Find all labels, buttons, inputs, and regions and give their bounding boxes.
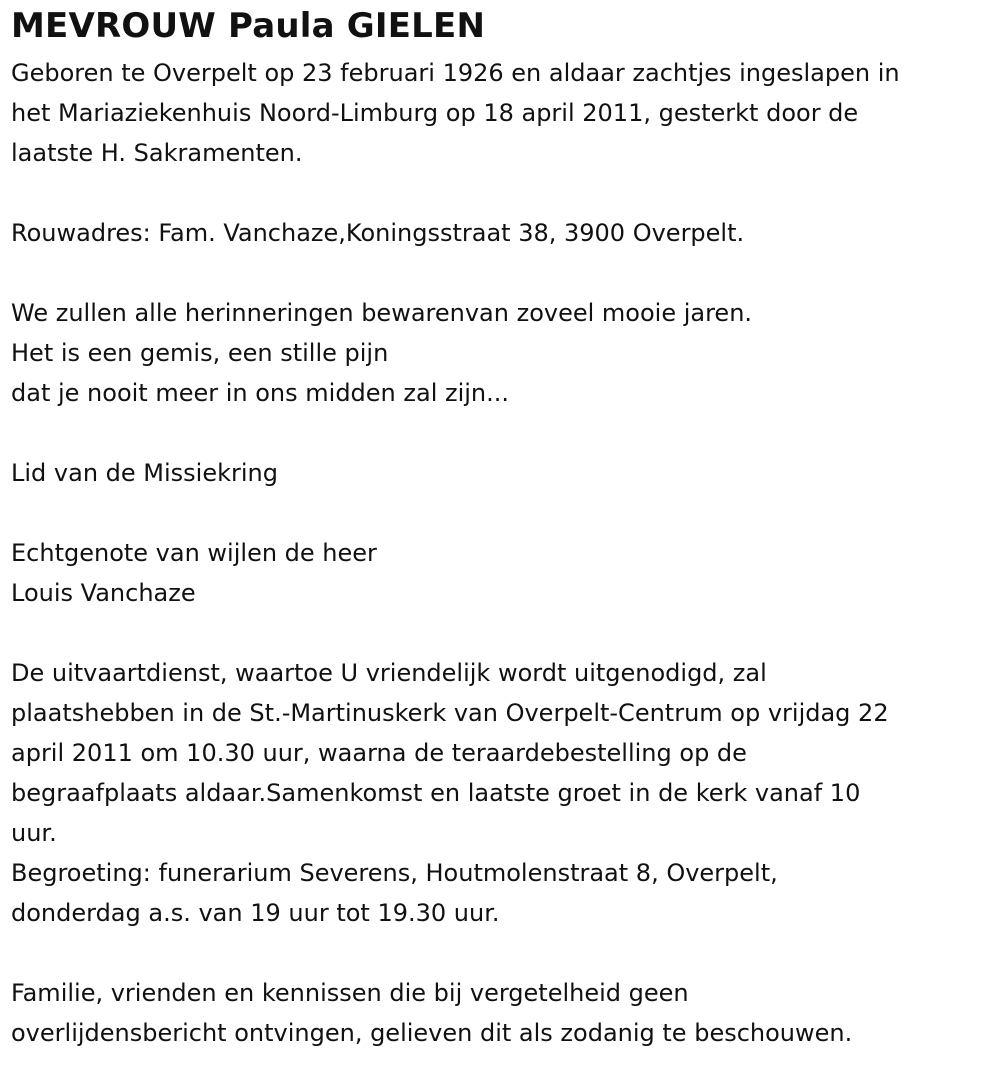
spouse-line-2: Louis Vanchaze	[11, 579, 196, 607]
deceased-name-title: MEVROUW Paula GIELEN	[11, 6, 486, 46]
closing-note-line-1: Familie, vrienden en kennissen die bij vergetelheid geen	[11, 979, 689, 1007]
funeral-service-line-5: uur.	[11, 819, 57, 847]
visitation-line-2: donderdag a.s. van 19 uur tot 19.30 uur.	[11, 899, 500, 927]
birth-death-line-1: Geboren te Overpelt op 23 februari 1926 en aldaar zachtjes ingeslapen in	[11, 59, 900, 87]
funeral-service-line-4: begraafplaats aldaar.Samenkomst en laatste groet in de kerk vanaf 10	[11, 779, 861, 807]
closing-note-line-2: overlijdensbericht ontvingen, gelieven dit als zodanig te beschouwen.	[11, 1019, 853, 1047]
spouse-line-1: Echtgenote van wijlen de heer	[11, 539, 377, 567]
poem-line-2: Het is een gemis, een stille pijn	[11, 339, 389, 367]
funeral-service-line-2: plaatshebben in de St.-Martinuskerk van Overpelt-Centrum op vrijdag 22	[11, 699, 889, 727]
mourning-address: Rouwadres: Fam. Vanchaze,Koningsstraat 38, 3900 Overpelt.	[11, 219, 745, 247]
funeral-service-line-3: april 2011 om 10.30 uur, waarna de teraardebestelling op de	[11, 739, 747, 767]
visitation-line-1: Begroeting: funerarium Severens, Houtmolenstraat 8, Overpelt,	[11, 859, 778, 887]
poem-line-3: dat je nooit meer in ons midden zal zijn...	[11, 379, 510, 407]
birth-death-line-2: het Mariaziekenhuis Noord-Limburg op 18 april 2011, gesterkt door de	[11, 99, 859, 127]
birth-death-line-3: laatste H. Sakramenten.	[11, 139, 303, 167]
poem-line-1: We zullen alle herinneringen bewarenvan zoveel mooie jaren.	[11, 299, 753, 327]
funeral-service-line-1: De uitvaartdienst, waartoe U vriendelijk wordt uitgenodigd, zal	[11, 659, 767, 687]
membership-line: Lid van de Missiekring	[11, 459, 278, 487]
